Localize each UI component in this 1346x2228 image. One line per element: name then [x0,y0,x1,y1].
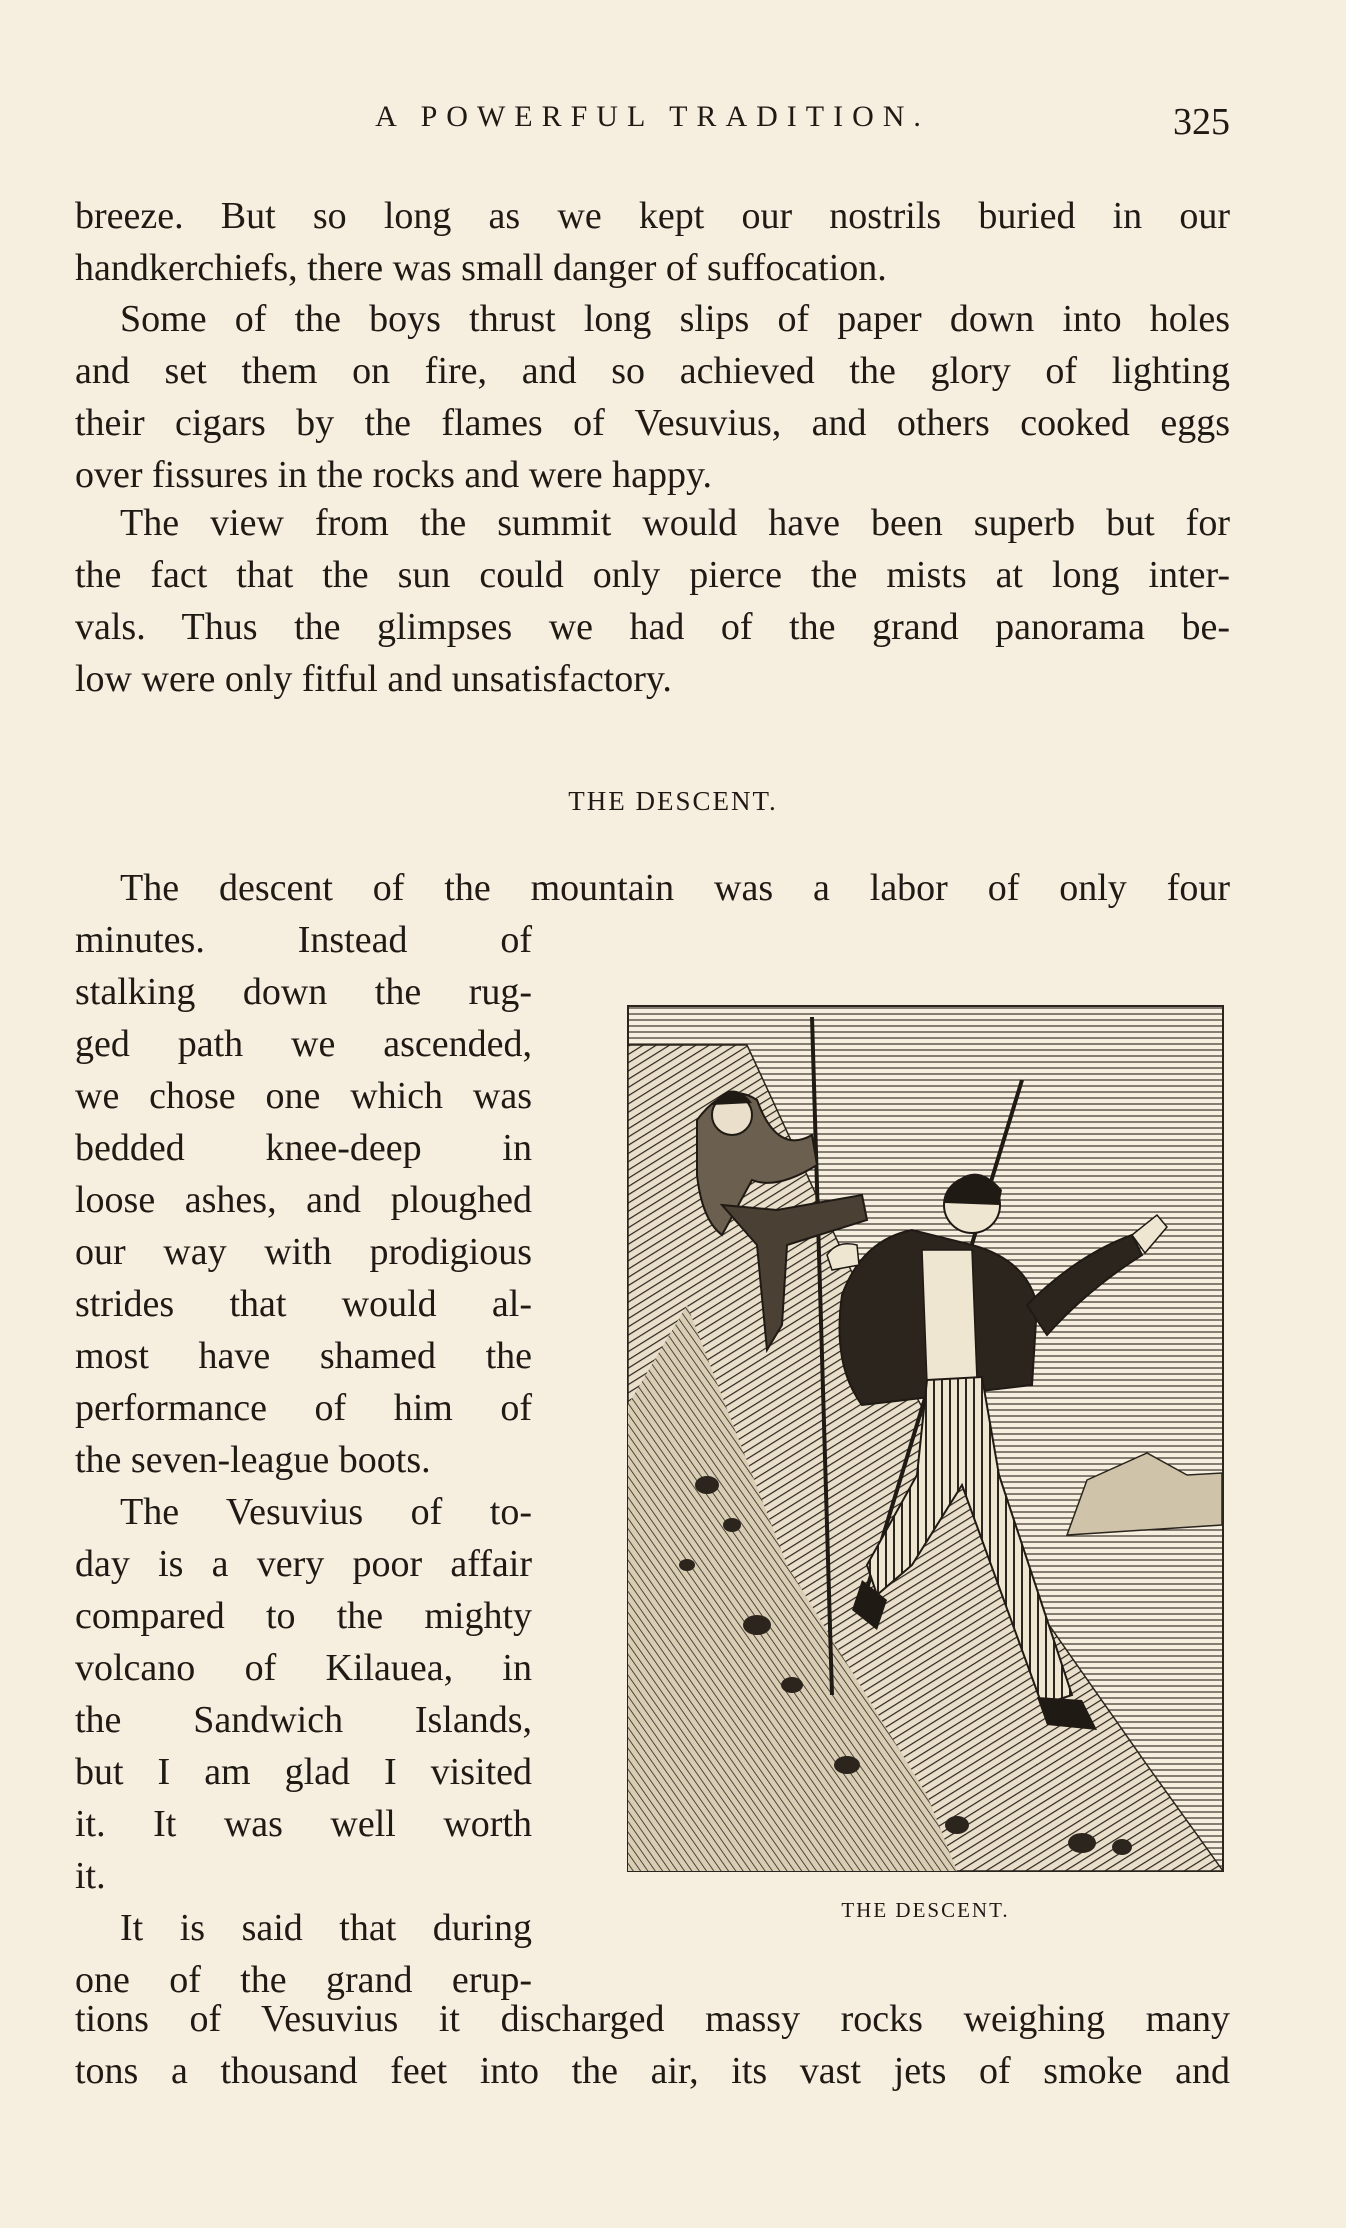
engraving-figure [627,1005,1224,1872]
column-text-line: strides that would al- [75,1283,532,1325]
column-text-line: volcano of Kilauea, in [75,1647,532,1689]
section-heading: THE DESCENT. [568,786,778,816]
column-text-line: day is a very poor affair [75,1543,532,1585]
column-text-line: It is said that during [120,1907,532,1949]
text-line: The descent of the mountain was a labor of only four [120,867,1230,909]
text-line: breeze. But so long as we kept our nostrils buried in our [75,195,1230,237]
paragraph-breeze [75,190,1230,294]
engraving-illustration [627,1005,1224,1872]
column-text-line: minutes. Instead of [75,919,532,961]
paragraph-view [75,497,1230,705]
text-line: their cigars by the flames of Vesuvius, and others cooked eggs [75,402,1230,444]
descent-first-line [75,862,1230,914]
text-line: handkerchiefs, there was small danger of suffocation. [75,247,887,289]
column-text-line: most have shamed the [75,1335,532,1377]
running-title: A POWERFUL TRADITION. [375,100,930,133]
column-text-line: The Vesuvius of to- [120,1491,532,1533]
column-text-line: but I am glad I visited [75,1751,532,1793]
column-text-line: ged path we ascended, [75,1023,532,1065]
column-text-line: bedded knee-deep in [75,1127,532,1169]
text-line: vals. Thus the glimpses we had of the grand panorama be- [75,606,1230,648]
column-text-line: compared to the mighty [75,1595,532,1637]
column-text-line: the seven-league boots. [75,1439,431,1481]
text-line: The view from the summit would have been superb but for [120,502,1230,544]
column-text-line: our way with prodigious [75,1231,532,1273]
page-number: 325 [1173,101,1230,143]
column-text-line: one of the grand erup- [75,1959,532,2001]
text-line: tions of Vesuvius it discharged massy rocks weighing many [75,1998,1230,2040]
text-line: low were only fitful and unsatisfactory. [75,658,672,700]
text-line: the fact that the sun could only pierce the mists at long inter- [75,554,1230,596]
column-text-line: the Sandwich Islands, [75,1699,532,1741]
figure-caption: THE DESCENT. [841,1898,1010,1922]
column-text-line: it. [75,1855,106,1897]
column-text-line: we chose one which was [75,1075,532,1117]
text-line: Some of the boys thrust long slips of paper down into holes [120,298,1230,340]
text-line: and set them on fire, and so achieved the glory of lighting [75,350,1230,392]
text-line: tons a thousand feet into the air, its vast jets of smoke and [75,2050,1230,2092]
column-text-line: it. It was well worth [75,1803,532,1845]
running-head [75,100,1230,150]
column-text-line: stalking down the rug- [75,971,532,1013]
column-text-line: loose ashes, and ploughed [75,1179,532,1221]
column-text-line: performance of him of [75,1387,532,1429]
text-line: over fissures in the rocks and were happy. [75,454,713,496]
descent-closing-lines [75,1993,1230,2097]
paragraph-cigars [75,293,1230,501]
